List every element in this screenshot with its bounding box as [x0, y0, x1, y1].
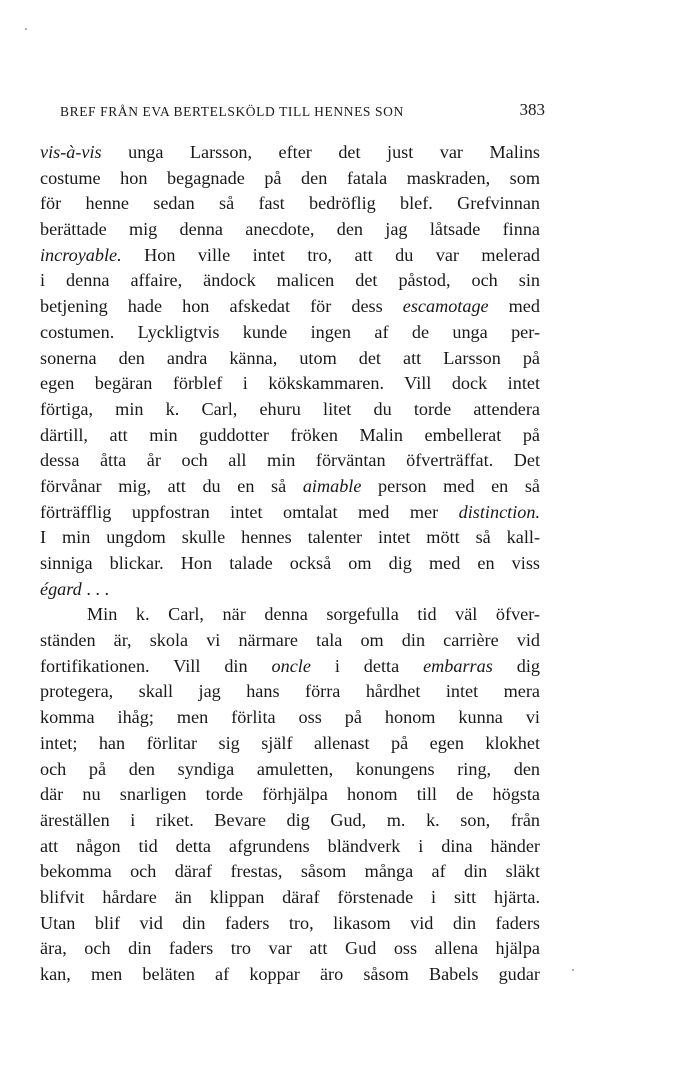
text-line [40, 448, 540, 474]
text-line [40, 859, 540, 885]
italic-word: aimable [302, 475, 362, 496]
text-line [40, 705, 540, 731]
text-line [40, 936, 540, 962]
text-line [40, 268, 540, 294]
text-run: därtill, att min guddotter fröken Malin embellerat på [40, 424, 540, 445]
text-run: sonerna den andra känna, utom det att Larsson på [40, 347, 540, 368]
text-line [40, 885, 540, 911]
text-run: förtiga, min k. Carl, ehuru litet du torde attendera [40, 398, 540, 419]
body-text [40, 140, 540, 988]
italic-word: égard [40, 578, 82, 599]
italic-word: vis-à-vis [40, 142, 102, 162]
text-line [40, 397, 540, 423]
text-run: med [488, 296, 540, 317]
text-line [40, 140, 540, 166]
text-line [40, 962, 540, 988]
text-run: förträfflig uppfostran intet omtalat med mer [40, 501, 459, 522]
text-run: ständen är, skola vi närmare tala om din carrière vid [40, 630, 540, 651]
text-run: . . . [81, 578, 110, 599]
text-run: costumen. Lyckligtvis kunde ingen af de unga per- [40, 321, 540, 342]
running-head: BREF FRÅN EVA BERTELSKÖLD TILL HENNES SON [60, 104, 404, 119]
text-run: Min k. Carl, när denna sorgefulla tid väl öfver- [87, 604, 540, 625]
text-run: förvånar mig, att du en så [40, 475, 303, 496]
italic-word: distinction. [458, 501, 540, 522]
text-run: costume hon begagnade på den fatala maskraden, som [40, 167, 540, 188]
text-line [40, 294, 540, 320]
text-line [40, 423, 540, 449]
text-run: komma ihåg; men förlita oss på honom kunna vi [40, 707, 540, 728]
text-run: blifvit hårdare än klippan däraf förstenade i sitt hjärta. [40, 886, 540, 907]
text-run: att någon tid detta afgrundens bländverk i dina händer [40, 835, 540, 856]
text-run: dig [492, 655, 540, 676]
text-line [40, 602, 540, 628]
text-run: för henne sedan så fast bedröflig blef. Grefvinnan [40, 193, 540, 214]
text-line [40, 551, 540, 577]
text-run: betjening hade hon afskedat för dess [40, 296, 403, 317]
text-run: intet; han förlitar sig själf allenast på egen klokhet [40, 732, 540, 753]
text-run: och på den syndiga amuletten, konungens ring, den [40, 758, 540, 779]
text-run: sinniga blickar. Hon talade också om dig med en viss [40, 553, 540, 573]
page-header [40, 96, 545, 126]
text-line [40, 320, 540, 346]
italic-word: incroyable. [40, 244, 122, 265]
text-run: berättade mig denna anecdote, den jag låtsade finna [40, 219, 540, 240]
text-run: Hon ville intet tro, att du var melerad [121, 244, 540, 265]
text-run: I min ungdom skulle hennes talenter intet mött så kall- [40, 527, 540, 548]
text-run: egen begäran förblef i kökskammaren. Vill dock intet [40, 373, 540, 394]
text-line [40, 166, 540, 192]
text-line [40, 628, 540, 654]
text-run: dessa åtta år och all min förväntan öfverträffat. Det [40, 450, 540, 471]
text-run: i detta [310, 655, 424, 676]
text-line [40, 577, 540, 603]
text-run: där nu snarligen torde förhjälpa honom till de högsta [40, 784, 540, 805]
text-line [40, 808, 540, 834]
margin-speck [25, 28, 27, 30]
text-line [40, 911, 540, 937]
text-line [40, 731, 540, 757]
text-run: bekomma och däraf frestas, såsom många af din släkt [40, 861, 540, 882]
text-line [40, 782, 540, 808]
italic-word: oncle [271, 655, 311, 676]
text-line [40, 217, 540, 243]
text-run: fortifikationen. Vill din [40, 655, 272, 676]
text-run: i denna affaire, ändock malicen det påstod, och sin [40, 270, 540, 291]
text-line [40, 346, 540, 372]
margin-speck [572, 969, 574, 971]
italic-word: escamotage [402, 296, 489, 317]
text-line [40, 834, 540, 860]
text-run: protegera, skall jag hans förra hårdhet intet mera [40, 681, 540, 702]
text-run: person med en så [361, 475, 540, 496]
text-line [40, 371, 540, 397]
text-line [40, 500, 540, 526]
italic-word: embarras [423, 655, 493, 676]
text-line [40, 474, 540, 500]
text-line [40, 525, 540, 551]
text-line [40, 757, 540, 783]
text-run: Utan blif vid din faders tro, likasom vid din faders [40, 912, 540, 933]
text-line [40, 191, 540, 217]
text-run: unga Larsson, efter det just var Malins [101, 142, 540, 162]
text-line [40, 679, 540, 705]
page-number: 383 [519, 100, 545, 119]
text-run: kan, men beläten af koppar äro såsom Babels gudar [40, 964, 540, 984]
text-line [40, 654, 540, 680]
text-line [40, 243, 540, 269]
text-run: ära, och din faders tro var att Gud oss allena hjälpa [40, 938, 540, 959]
text-run: äreställen i riket. Bevare dig Gud, m. k. son, från [40, 809, 540, 830]
